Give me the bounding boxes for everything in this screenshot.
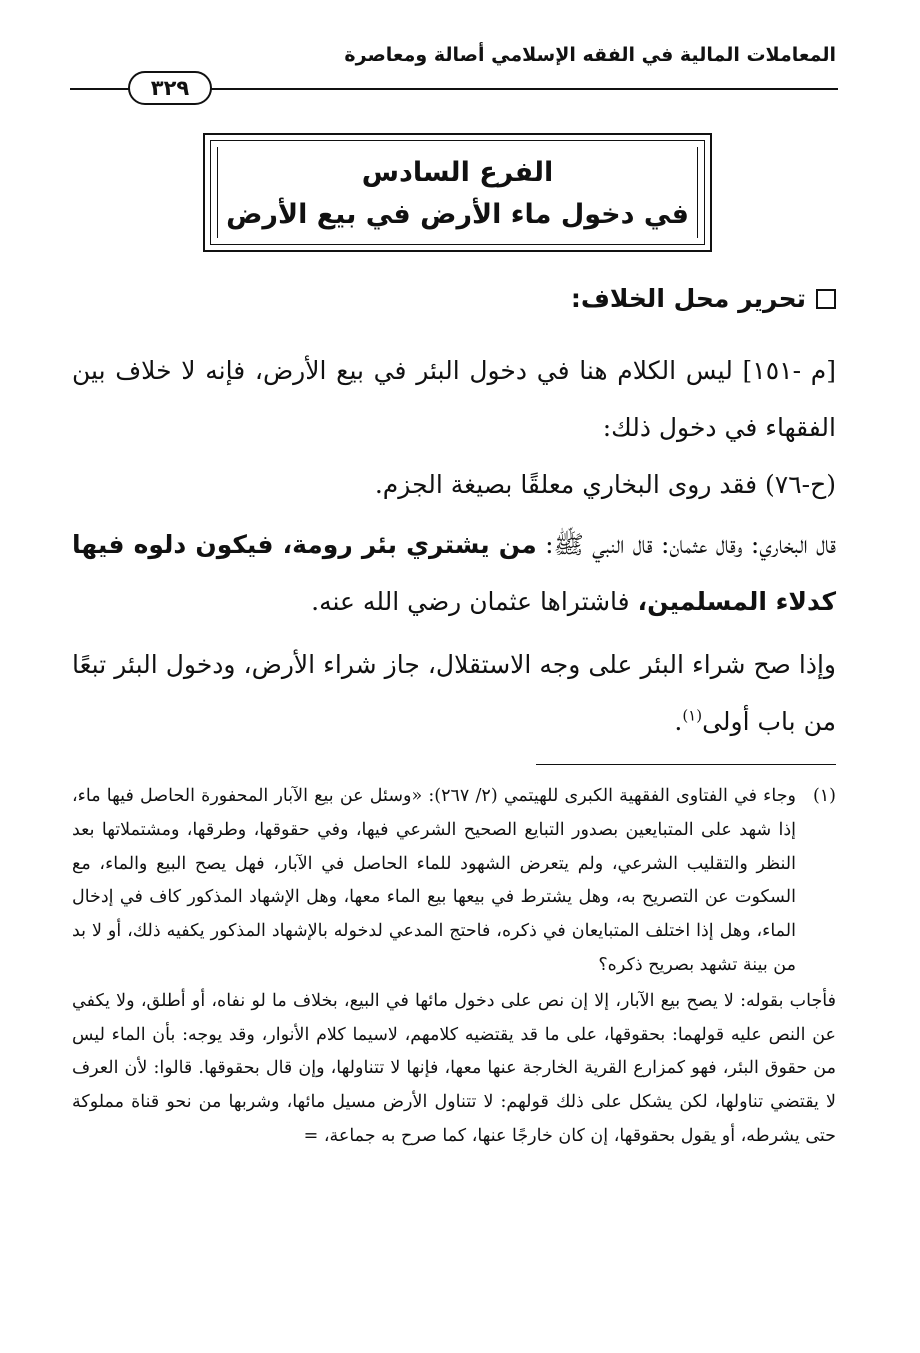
hadith-text: من يشتري بئر رومة، فيكون دلوه فيها كدلاء المسلمين، [72, 530, 836, 616]
paragraph-4-end: . [674, 707, 683, 736]
paragraph-3-lead: قال البخاري: وقال عثمان: قال النبي ﷺ: [545, 530, 837, 559]
footnote-reference[interactable]: (١) [682, 706, 703, 725]
section-heading [571, 284, 836, 313]
chapter-title-line-2: في دخول ماء الأرض في بيع الأرض [226, 199, 689, 230]
footnote-1 [72, 780, 836, 1154]
page-number: ٣٢٩ [128, 71, 212, 105]
footnote-paragraph-2: فأجاب بقوله: لا يصح بيع الآبار، إلا إن نص على دخول مائها في البيع، بخلاف ما لو نفاه، أو أطلق، ولا يكفي عن النص عليه قولهما: بحقوقها، على ما قد يقتضيه كلامهم، لاسيما كلام الأنوار، وقد يوجه: بأن الماء ليس من حقوق البئر، فهو كمزارع القرية الخارجة عنها معها، فإنها لا تتناولها، وإن قال بحقوقها. قالوا: لأن العرف لا يقتضي تناولها، لكن يشكل على ذلك قولهم: لا تتناول الأرض مسيل مائها، وشربها من نحو قناة مملوكة حتى يشرطه، أو يقول بحقوقها، إن كان خارجًا عنها، كما صرح به جماعة، = [72, 990, 836, 1146]
checkbox-square-icon [816, 289, 836, 309]
chapter-title-box [203, 133, 712, 252]
paragraph-1: [م -١٥١] ليس الكلام هنا في دخول البئر في بيع الأرض، فإنه لا خلاف بين الفقهاء في دخول ذلك: [72, 356, 836, 442]
running-title: المعاملات المالية في الفقه الإسلامي أصالة ومعاصرة [344, 44, 836, 66]
footnote-paragraph-1: وجاء في الفتاوى الفقهية الكبرى للهيتمي (٢/ ٢٦٧): «وسئل عن بيع الآبار المحفورة الحاصل فيها ماء، إذا شهد على المتبايعين بصدور التبايع الصحيح الشرعي فيها، وفي حقوقها، وطرقها، ومشتملاتها بعد النظر والتقليب الشرعي، ولم يتعرض الشهود للماء الحاصل في الآبار، فهل يصح البيع والماء، مع السكوت عن التصريح به، وهل يشترط في بيعها بيع الماء معها، وهل الإشهاد المذكور كاف في إدخال الماء، وهل إذا اختلف المتبايعان في ذكره، فاحتج المدعي لدخوله بالإشهاد المذكور يكفيه ذلك، أو لا بد من بينة تشهد بصريح ذكره؟ [72, 786, 797, 975]
paragraph-2: (ح-٧٦) فقد روى البخاري معلقًا بصيغة الجزم. [374, 470, 836, 499]
paragraph-3-tail: فاشتراها عثمان رضي الله عنه. [311, 587, 630, 616]
section-heading-text: تحرير محل الخلاف: [570, 284, 806, 313]
footnote-first-row [72, 780, 836, 983]
paragraph-4 [72, 636, 836, 750]
title-box-frame [210, 140, 705, 245]
footnote-separator [536, 764, 836, 765]
paragraph-4-text: وإذا صح شراء البئر على وجه الاستقلال، جاز شراء الأرض، ودخول البئر تبعًا من باب أولى [72, 650, 836, 736]
chapter-title-line-1: الفرع السادس [361, 157, 554, 188]
paragraph-3 [72, 516, 836, 630]
footnote-marker: (١) [812, 786, 836, 806]
